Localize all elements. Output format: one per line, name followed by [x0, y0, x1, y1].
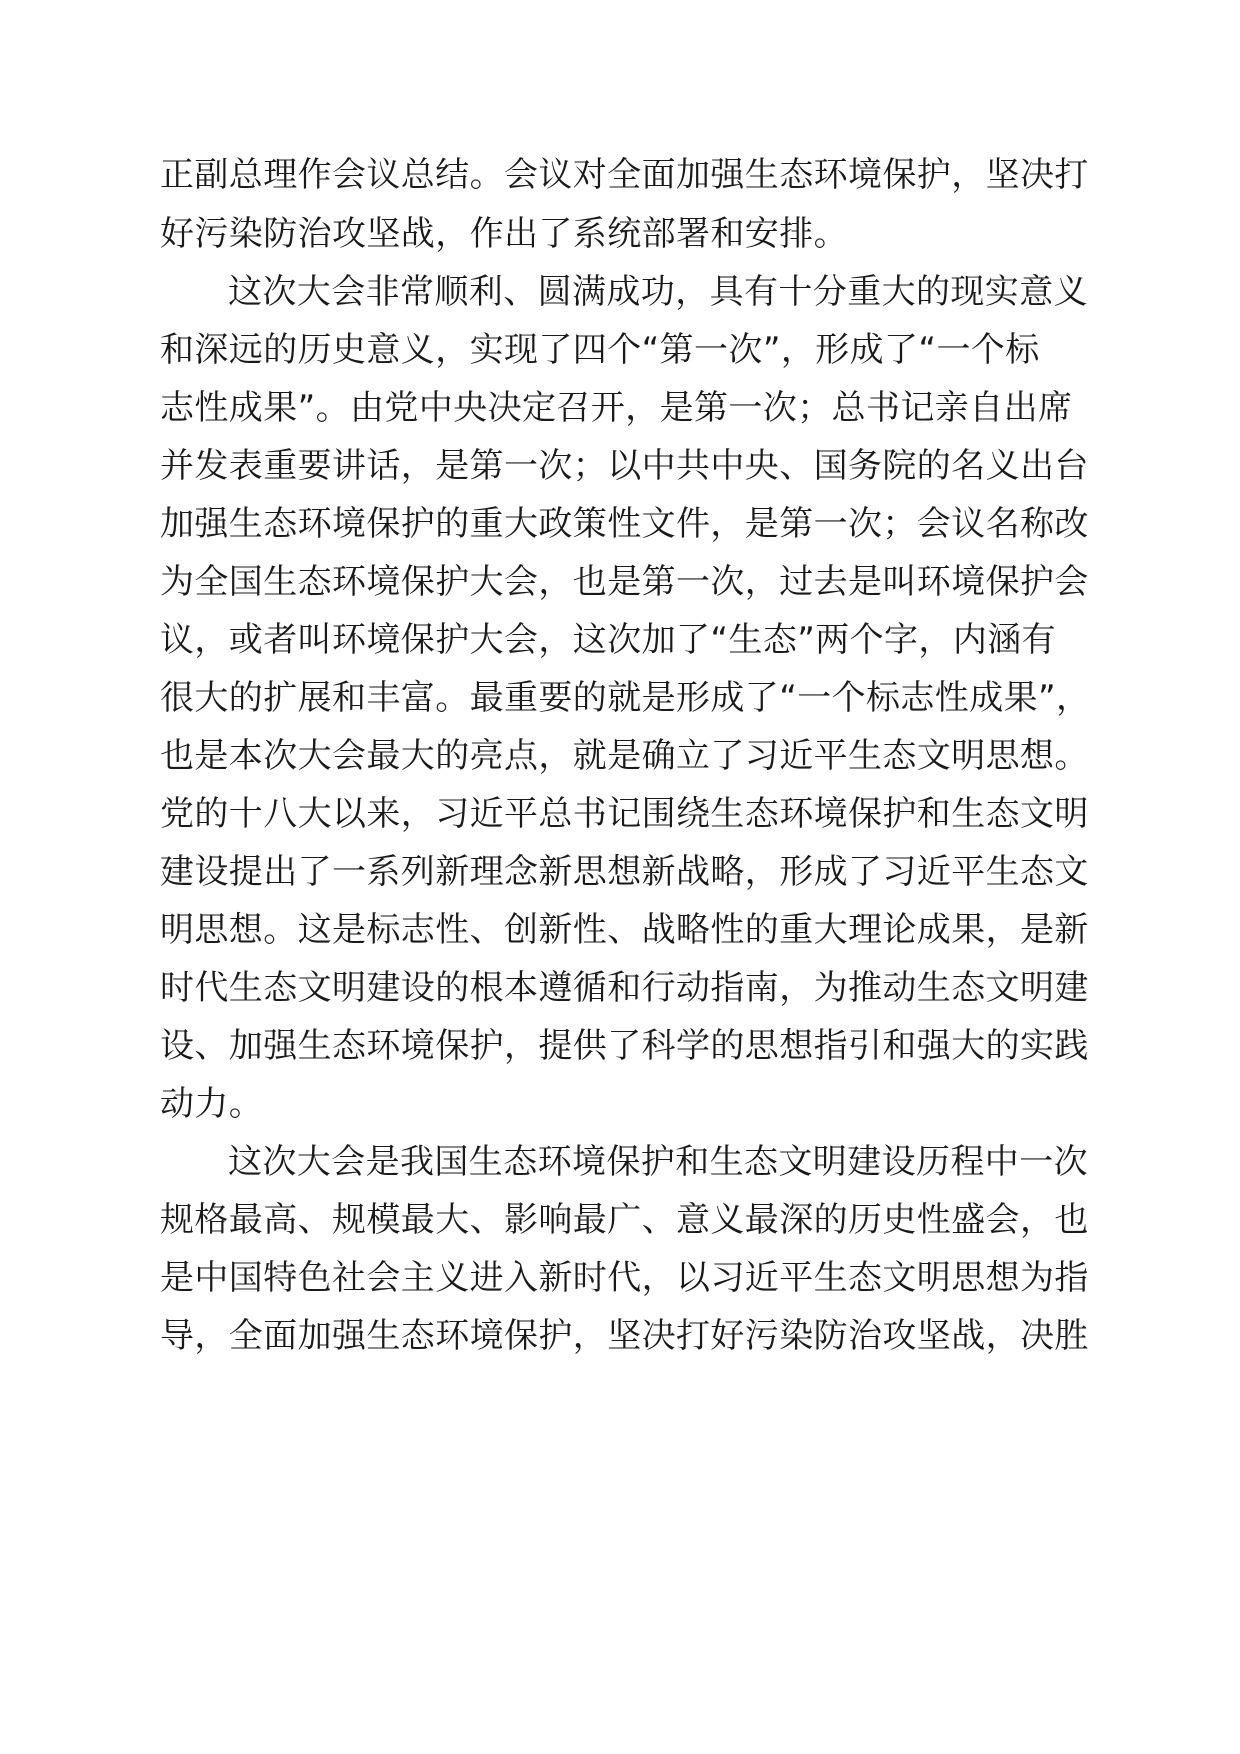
text-line: 党的十八大以来，习近平总书记围绕生态环境保护和生态文明: [160, 794, 1089, 834]
text-line: 正副总理作会议总结。会议对全面加强生态环境保护，坚决打: [160, 155, 1089, 195]
text-line: 规格最高、规模最大、影响最广、意义最深的历史性盛会，也: [160, 1200, 1089, 1240]
text-line: 为全国生态环境保护大会，也是第一次，过去是叫环境保护会: [160, 562, 1089, 602]
text-line: 议，或者叫环境保护大会，这次加了“生态”两个字，内涵有: [160, 620, 1057, 660]
paragraph-first-line: 这次大会非常顺利、圆满成功，具有十分重大的现实意义: [228, 272, 1088, 312]
text-line: 并发表重要讲话，是第一次；以中共中央、国务院的名义出台: [160, 446, 1089, 486]
text-line: 导，全面加强生态环境保护，坚决打好污染防治攻坚战，决胜: [160, 1316, 1089, 1356]
text-line: 好污染防治攻坚战，作出了系统部署和安排。: [160, 214, 848, 254]
text-line: 也是本次大会最大的亮点，就是确立了习近平生态文明思想。: [160, 736, 1089, 776]
text-line: 和深远的历史意义，实现了四个“第一次”，形成了“一个标: [160, 330, 1040, 370]
text-line: 时代生态文明建设的根本遵循和行动指南，为推动生态文明建: [160, 968, 1089, 1008]
text-line: 设、加强生态环境保护，提供了科学的思想指引和强大的实践: [160, 1026, 1089, 1066]
paragraph-first-line: 这次大会是我国生态环境保护和生态文明建设历程中一次: [228, 1142, 1088, 1182]
text-line: 是中国特色社会主义进入新时代，以习近平生态文明思想为指: [160, 1258, 1089, 1298]
text-line: 明思想。这是标志性、创新性、战略性的重大理论成果，是新: [160, 910, 1089, 950]
text-line: 动力。: [160, 1084, 264, 1124]
text-line: 很大的扩展和丰富。最重要的就是形成了“一个标志性成果”，: [160, 678, 1091, 718]
text-line: 加强生态环境保护的重大政策性文件，是第一次；会议名称改: [160, 504, 1089, 544]
text-line: 志性成果”。由党中央决定召开，是第一次；总书记亲自出席: [160, 388, 1073, 428]
text-line: 建设提出了一系列新理念新思想新战略，形成了习近平生态文: [160, 852, 1089, 892]
